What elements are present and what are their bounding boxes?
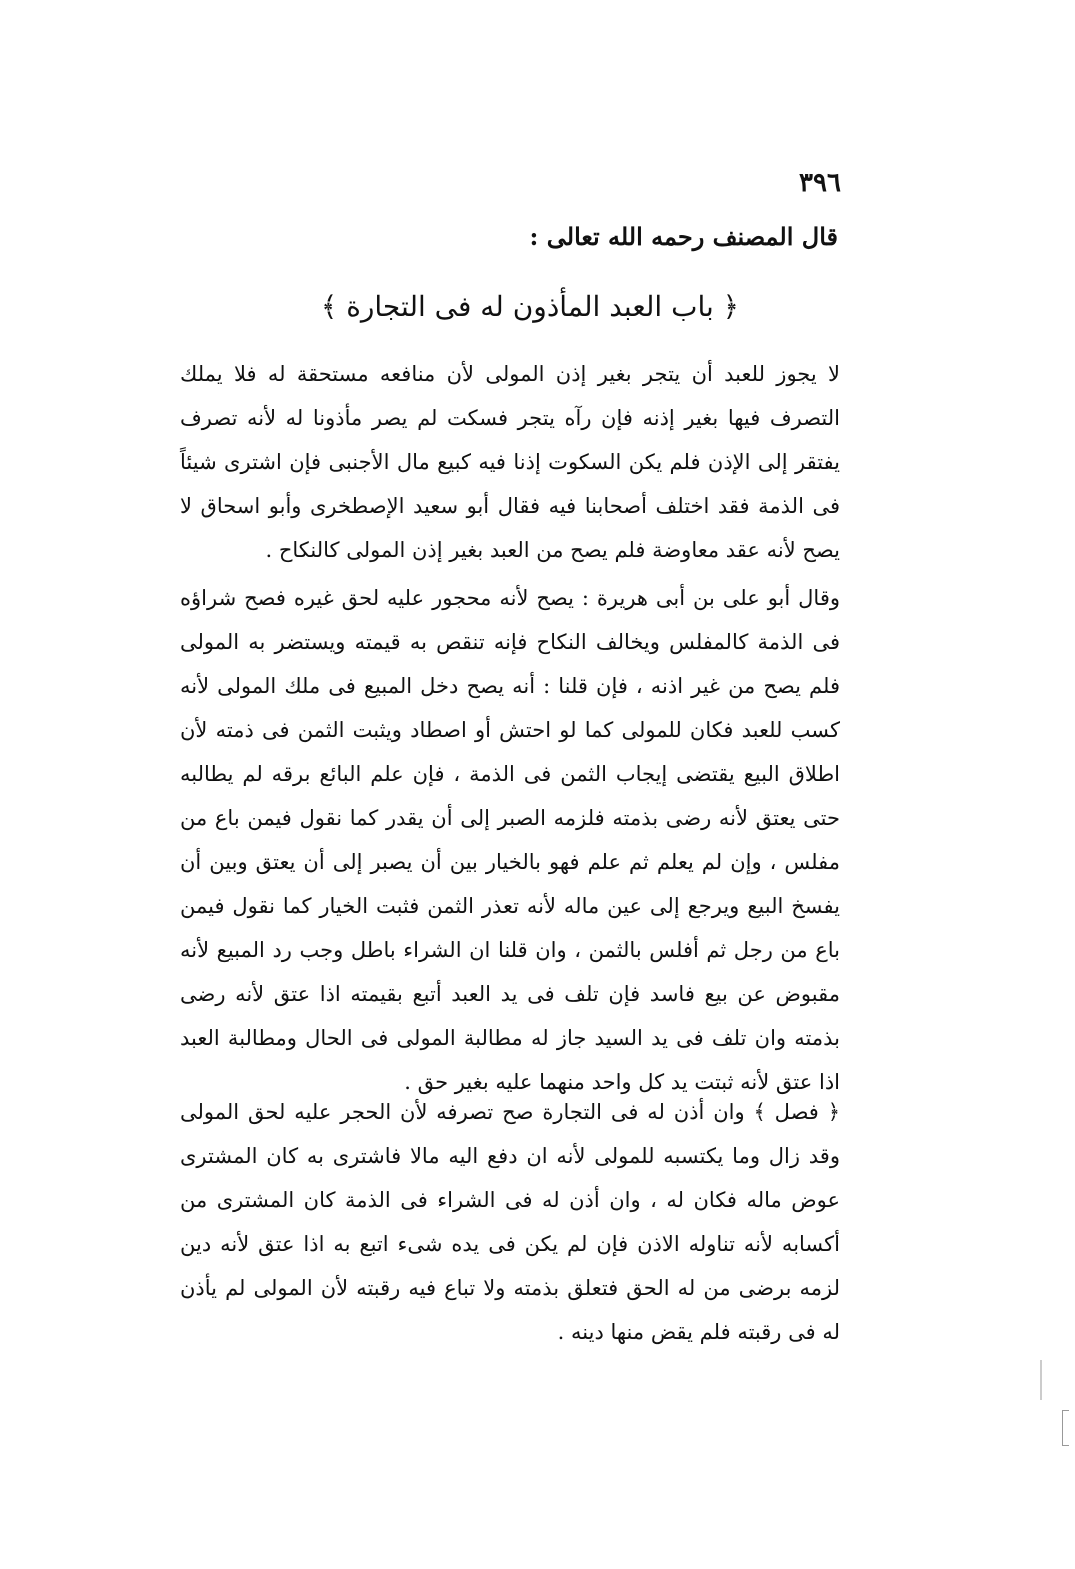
paragraph-text: لا يجوز للعبد أن يتجر بغير إذن المولى لأن منافعه مستحقة له فلا يملك التصرف فيها بغير إذنه فإن رآه يتجر فسكت لم يصر مأذونا له لأنه تصرف يفتقر إلى الإذن فلم يكن السكوت إذنا فيه كبيع مال الأجنبى فإن اشترى شيئاً فى الذمة فقد اختلف أصحابنا فيه فقال أبو سعيد الإصطخرى وأبو اسحاق لا يصح لأنه عقد معاوضة فلم يصح من العبد بغير إذن المولى كالنكاح . [180,362,840,562]
scan-artifact-line [1040,1360,1042,1400]
paragraph-text: وقال أبو على بن أبى هريرة : يصح لأنه محجور عليه لحق غيره فصح شراؤه فى الذمة كالمفلس ويخالف النكاح فإنه تنقص به قيمته ويستضر به المولى فلم يصح من غير اذنه ، فإن قلنا : أنه يصح دخل المبيع فى ملك المولى لأنه كسب للعبد فكان للمولى كما لو احتش أو اصطاد ويثبت الثمن فى ذمته لأن اطلاق البيع يقتضى إيجاب الثمن فى الذمة ، فإن علم البائع برقه لم يطالبه حتى يعتق لأنه رضى بذمته فلزمه الصبر إلى أن يقدر كما نقول فيمن باع من مفلس ، وإن لم يعلم ثم علم فهو بالخيار بين أن يصبر إلى أن يعتق وبين أن يفسخ البيع ويرجع إلى عين ماله لأنه تعذر الثمن فثبت الخيار كما نقول فيمن باع من رجل ثم أفلس بالثمن ، وان قلنا ان الشراء باطل وجب رد المبيع لأنه مقبوض عن بيع فاسد فإن تلف فى يد العبد أتبع بقيمته اذا عتق لأنه رضى بذمته وان تلف فى يد السيد جاز له مطالبة المولى فى الحال ومطالبة العبد اذا عتق لأنه ثبتت يد كل واحد منهما عليه بغير حق . [180,586,840,1094]
scan-artifact-bracket [1062,1410,1069,1446]
page-number: ٣٩٦ [799,168,841,198]
chapter-title: ﴿ باب العبد المأذون له فى التجارة ﴾ [320,290,740,323]
paragraph-1 [180,352,840,572]
paragraph-2 [180,576,840,1104]
paragraph-3 [180,1090,840,1354]
author-attribution: قال المصنف رحمه الله تعالى : [529,222,838,251]
paragraph-text: ﴿ فصل ﴾ وان أذن له فى التجارة صح تصرفه لأن الحجر عليه لحق المولى وقد زال وما يكتسبه للمولى لأنه ان دفع اليه مالا فاشترى به كان المشترى عوض ماله فكان له ، وان أذن له فى الشراء فى الذمة كان المشترى من أكسابه لأنه تناوله الاذن فإن لم يكن فى يده شىء اتبع به اذا عتق لأنه دين لزمه برضى من له الحق فتعلق بذمته ولا تباع فيه رقبته لأن المولى لم يأذن له فى رقبته فلم يقض منها دينه . [180,1100,840,1344]
